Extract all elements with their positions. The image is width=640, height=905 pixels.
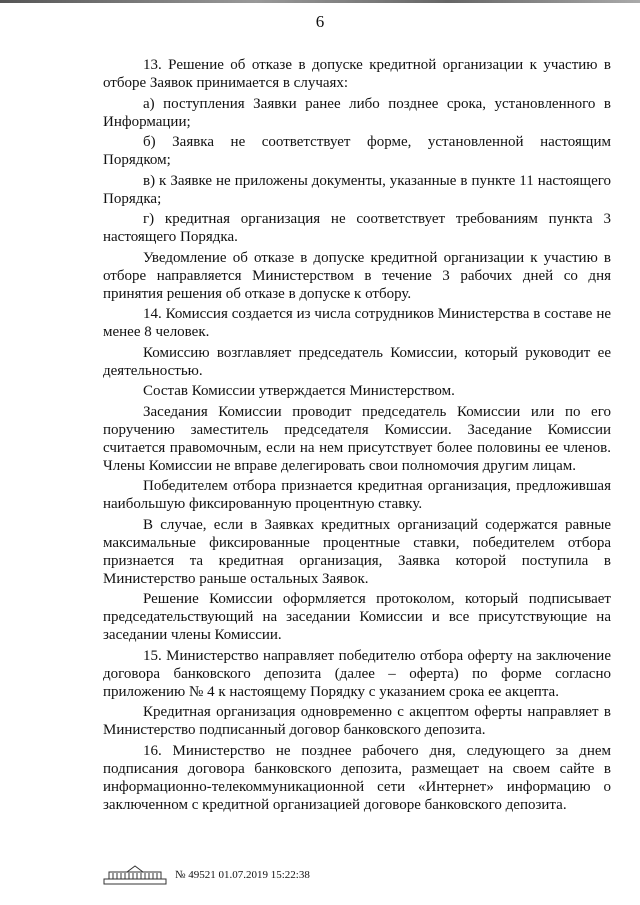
top-edge-line — [0, 0, 640, 3]
paragraph-acceptance: Кредитная организация одновременно с акцептом оферты направляет в Министерство подписанный договор банковского депозита. — [103, 704, 611, 738]
building-logo-icon — [103, 864, 167, 886]
paragraph-refusal-notice: Уведомление об отказе в допуске кредитной организации к участию в отборе направляется Министерством в течение 3 рабочих дней со дня принятия решения об отказе в допуске к отбору. — [103, 249, 611, 302]
page-number: 6 — [315, 12, 325, 31]
paragraph-13-a: а) поступления Заявки ранее либо позднее срока, установленного в Информации; — [103, 95, 611, 130]
paragraph-winner: Победителем отбора признается кредитная организация, предложившая наибольшую фиксированную процентную ставку. — [103, 478, 611, 512]
paragraph-equal-rates: В случае, если в Заявках кредитных организаций содержатся равные максимальные фиксированные процентные ставки, победителем отбора признается та кредитная организация, Заявка которой поступила в Министерство раньше остальных Заявок. — [103, 516, 611, 587]
paragraph-13-b: б) Заявка не соответствует форме, установленной настоящим Порядком; — [103, 134, 611, 168]
paragraph-13: 13. Решение об отказе в допуске кредитной организации к участию в отборе Заявок принимается в случаях: — [103, 57, 611, 91]
paragraph-commission-composition: Состав Комиссии утверждается Министерством. — [143, 383, 455, 399]
paragraph-16: 16. Министерство не позднее рабочего дня, следующего за днем подписания договора банковского депозита, размещает на своем сайте в информационно-телекоммуникационной сети «Интернет» информацию о заключенном с кредитной организацией договоре банковского депозита. — [103, 742, 611, 813]
paragraph-commission-meetings: Заседания Комиссии проводит председатель Комиссии или по его поручению заместитель председателя Комиссии. Заседание Комиссии считается правомочным, если на нем присутствует более половины ее членов. Члены Комиссии не вправе делегировать свои полномочия другим лицам. — [103, 403, 611, 474]
paragraph-14: 14. Комиссия создается из числа сотрудников Министерства в составе не менее 8 человек. — [103, 306, 611, 340]
footer — [103, 864, 310, 886]
paragraph-15: 15. Министерство направляет победителю отбора оферту на заключение договора банковского депозита (далее – оферта) по форме согласно приложению № 4 к настоящему Порядку с указанием срока ее акцепта. — [103, 647, 611, 700]
paragraph-13-c: в) к Заявке не приложены документы, указанные в пункте 11 настоящего Порядка; — [103, 172, 611, 207]
document-body — [103, 56, 611, 816]
registration-stamp: № 49521 01.07.2019 15:22:38 — [175, 869, 310, 881]
paragraph-13-d: г) кредитная организация не соответствует требованиям пункта 3 настоящего Порядка. — [103, 211, 611, 245]
paragraph-commission-head: Комиссию возглавляет председатель Комиссии, который руководит ее деятельностью. — [103, 344, 611, 379]
paragraph-protocol: Решение Комиссии оформляется протоколом, который подписывает председательствующий на заседании Комиссии и все присутствующие на заседании члены Комиссии. — [103, 591, 611, 643]
